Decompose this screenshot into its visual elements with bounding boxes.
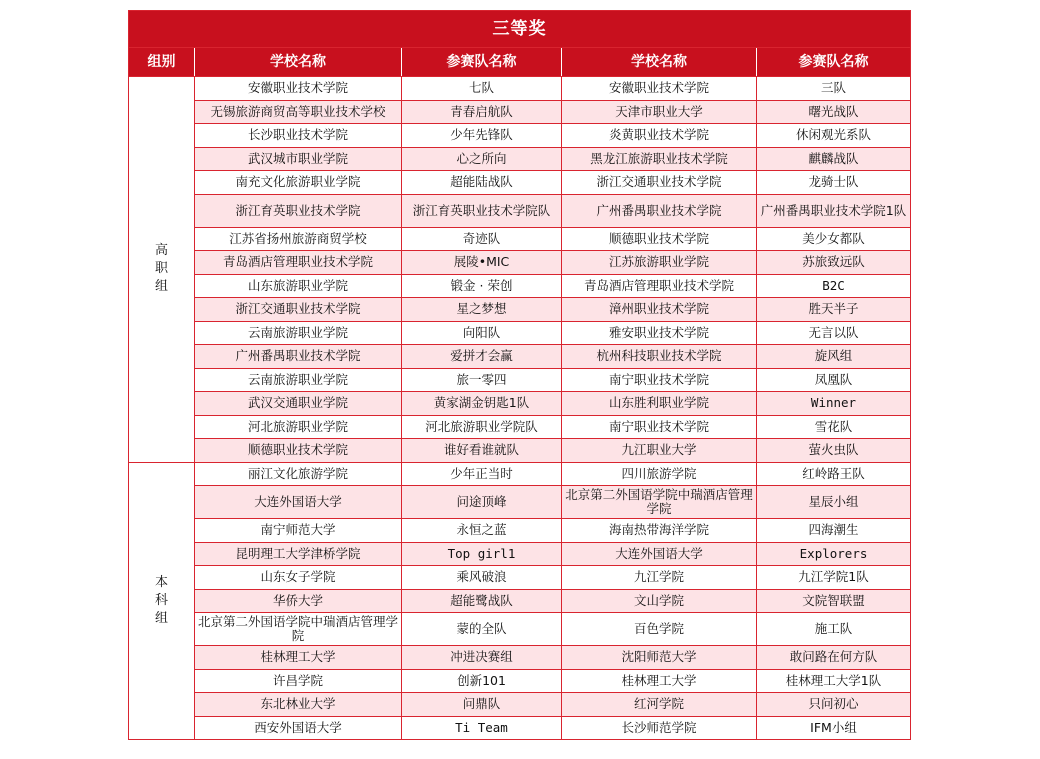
table-row	[129, 669, 911, 693]
school-left-cell: 东北林业大学	[195, 693, 402, 717]
table-row	[129, 251, 911, 275]
team-right-cell: Explorers	[757, 542, 911, 566]
school-left-cell: 山东旅游职业学院	[195, 274, 402, 298]
school-right-cell: 杭州科技职业技术学院	[562, 345, 757, 369]
school-left-cell: 顺德职业技术学院	[195, 439, 402, 463]
table-row	[129, 321, 911, 345]
team-left-cell: 超能陆战队	[402, 171, 562, 195]
school-right-cell: 百色学院	[562, 613, 757, 646]
team-left-cell: 浙江育英职业技术学院队	[402, 194, 562, 227]
team-left-cell: 问鼎队	[402, 693, 562, 717]
school-left-cell: 南宁师范大学	[195, 519, 402, 543]
team-right-cell: 只问初心	[757, 693, 911, 717]
team-left-cell: 永恒之蓝	[402, 519, 562, 543]
team-left-cell: 黄家湖金钥匙1队	[402, 392, 562, 416]
table-row	[129, 415, 911, 439]
team-right-cell: 麒麟战队	[757, 147, 911, 171]
school-left-cell: 河北旅游职业学院	[195, 415, 402, 439]
header-group: 组别	[129, 48, 195, 77]
team-left-cell: 青春启航队	[402, 100, 562, 124]
school-right-cell: 黑龙江旅游职业技术学院	[562, 147, 757, 171]
school-right-cell: 文山学院	[562, 589, 757, 613]
school-left-cell: 许昌学院	[195, 669, 402, 693]
school-left-cell: 广州番禺职业技术学院	[195, 345, 402, 369]
third-prize-table	[128, 10, 911, 740]
team-right-cell: 施工队	[757, 613, 911, 646]
team-right-cell: 凤凰队	[757, 368, 911, 392]
team-left-cell: 少年先锋队	[402, 124, 562, 148]
table-row	[129, 486, 911, 519]
school-left-cell: 浙江育英职业技术学院	[195, 194, 402, 227]
school-right-cell: 浙江交通职业技术学院	[562, 171, 757, 195]
team-right-cell: 星辰小组	[757, 486, 911, 519]
team-right-cell: 三队	[757, 77, 911, 101]
school-right-cell: 红河学院	[562, 693, 757, 717]
table-row	[129, 566, 911, 590]
table-row	[129, 171, 911, 195]
school-right-cell: 大连外国语大学	[562, 542, 757, 566]
group-label	[129, 462, 195, 740]
team-right-cell: 无言以队	[757, 321, 911, 345]
table-row	[129, 100, 911, 124]
school-left-cell: 云南旅游职业学院	[195, 321, 402, 345]
school-right-cell: 九江学院	[562, 566, 757, 590]
table-row	[129, 194, 911, 227]
school-left-cell: 无锡旅游商贸高等职业技术学校	[195, 100, 402, 124]
team-left-cell: 创新101	[402, 669, 562, 693]
team-right-cell: 休闲观光系队	[757, 124, 911, 148]
team-left-cell: 奇迹队	[402, 227, 562, 251]
school-left-cell: 南充文化旅游职业学院	[195, 171, 402, 195]
team-right-cell: 曙光战队	[757, 100, 911, 124]
table-row	[129, 439, 911, 463]
school-left-cell: 山东女子学院	[195, 566, 402, 590]
team-left-cell: Top girl1	[402, 542, 562, 566]
school-right-cell: 南宁职业技术学院	[562, 415, 757, 439]
table-row	[129, 542, 911, 566]
table-row	[129, 77, 911, 101]
group-label	[129, 77, 195, 463]
school-right-cell: 四川旅游学院	[562, 462, 757, 486]
school-left-cell: 云南旅游职业学院	[195, 368, 402, 392]
table-body	[129, 77, 911, 740]
table-row	[129, 124, 911, 148]
school-left-cell: 武汉城市职业学院	[195, 147, 402, 171]
team-left-cell: Ti Team	[402, 716, 562, 740]
team-right-cell: Winner	[757, 392, 911, 416]
school-left-cell: 江苏省扬州旅游商贸学校	[195, 227, 402, 251]
school-right-cell: 雅安职业技术学院	[562, 321, 757, 345]
school-right-cell: 南宁职业技术学院	[562, 368, 757, 392]
school-right-cell: 天津市职业大学	[562, 100, 757, 124]
school-left-cell: 丽江文化旅游学院	[195, 462, 402, 486]
school-right-cell: 沈阳师范大学	[562, 646, 757, 670]
school-right-cell: 江苏旅游职业学院	[562, 251, 757, 275]
school-right-cell: 顺德职业技术学院	[562, 227, 757, 251]
school-right-cell: 炎黄职业技术学院	[562, 124, 757, 148]
team-right-cell: B2C	[757, 274, 911, 298]
school-left-cell: 浙江交通职业技术学院	[195, 298, 402, 322]
team-right-cell: 桂林理工大学1队	[757, 669, 911, 693]
header-team-left: 参赛队名称	[402, 48, 562, 77]
team-left-cell: 星之梦想	[402, 298, 562, 322]
team-right-cell: 胜天半子	[757, 298, 911, 322]
team-right-cell: 美少女都队	[757, 227, 911, 251]
table-row	[129, 716, 911, 740]
team-left-cell: 爱拼才会赢	[402, 345, 562, 369]
team-left-cell: 谁好看谁就队	[402, 439, 562, 463]
team-left-cell: 向阳队	[402, 321, 562, 345]
team-left-cell: 冲进决赛组	[402, 646, 562, 670]
school-right-cell: 安徽职业技术学院	[562, 77, 757, 101]
team-right-cell: 旋风组	[757, 345, 911, 369]
school-right-cell: 长沙师范学院	[562, 716, 757, 740]
header-school-right: 学校名称	[562, 48, 757, 77]
team-left-cell: 旅一零四	[402, 368, 562, 392]
table-row	[129, 693, 911, 717]
header-row	[129, 48, 911, 77]
team-left-cell: 锻金 · 荣创	[402, 274, 562, 298]
team-left-cell: 蒙的全队	[402, 613, 562, 646]
table-row	[129, 519, 911, 543]
table-row	[129, 589, 911, 613]
school-right-cell: 桂林理工大学	[562, 669, 757, 693]
school-right-cell: 海南热带海洋学院	[562, 519, 757, 543]
school-left-cell: 青岛酒店管理职业技术学院	[195, 251, 402, 275]
school-right-cell: 漳州职业技术学院	[562, 298, 757, 322]
team-left-cell: 七队	[402, 77, 562, 101]
group-name: 本科组	[154, 574, 168, 626]
school-right-cell: 青岛酒店管理职业技术学院	[562, 274, 757, 298]
school-right-cell: 九江职业大学	[562, 439, 757, 463]
team-right-cell: 龙骑士队	[757, 171, 911, 195]
team-right-cell: 四海潮生	[757, 519, 911, 543]
school-left-cell: 长沙职业技术学院	[195, 124, 402, 148]
team-right-cell: IFM小组	[757, 716, 911, 740]
team-right-cell: 九江学院1队	[757, 566, 911, 590]
team-left-cell: 心之所向	[402, 147, 562, 171]
team-right-cell: 红岭路王队	[757, 462, 911, 486]
team-left-cell: 乘风破浪	[402, 566, 562, 590]
table-row	[129, 392, 911, 416]
header-school-left: 学校名称	[195, 48, 402, 77]
team-left-cell: 展陵•MIC	[402, 251, 562, 275]
table-title: 三等奖	[129, 11, 911, 48]
team-right-cell: 萤火虫队	[757, 439, 911, 463]
team-right-cell: 雪花队	[757, 415, 911, 439]
team-left-cell: 超能鹭战队	[402, 589, 562, 613]
table-row	[129, 646, 911, 670]
table-row	[129, 298, 911, 322]
header-team-right: 参赛队名称	[757, 48, 911, 77]
title-row	[129, 11, 911, 48]
table-row	[129, 613, 911, 646]
school-left-cell: 华侨大学	[195, 589, 402, 613]
school-left-cell: 西安外国语大学	[195, 716, 402, 740]
table-row	[129, 345, 911, 369]
school-left-cell: 昆明理工大学津桥学院	[195, 542, 402, 566]
team-right-cell: 文院智联盟	[757, 589, 911, 613]
group-name: 高职组	[154, 243, 168, 295]
school-left-cell: 北京第二外国语学院中瑞酒店管理学院	[195, 613, 402, 646]
table-row	[129, 147, 911, 171]
team-left-cell: 少年正当时	[402, 462, 562, 486]
team-right-cell: 苏旅致远队	[757, 251, 911, 275]
school-left-cell: 安徽职业技术学院	[195, 77, 402, 101]
school-right-cell: 山东胜利职业学院	[562, 392, 757, 416]
team-right-cell: 敢问路在何方队	[757, 646, 911, 670]
school-left-cell: 武汉交通职业学院	[195, 392, 402, 416]
school-left-cell: 大连外国语大学	[195, 486, 402, 519]
table-row	[129, 368, 911, 392]
table-row	[129, 274, 911, 298]
team-right-cell: 广州番禺职业技术学院1队	[757, 194, 911, 227]
school-left-cell: 桂林理工大学	[195, 646, 402, 670]
school-right-cell: 广州番禺职业技术学院	[562, 194, 757, 227]
table-row	[129, 462, 911, 486]
team-left-cell: 问途顶峰	[402, 486, 562, 519]
table-row	[129, 227, 911, 251]
team-left-cell: 河北旅游职业学院队	[402, 415, 562, 439]
school-right-cell: 北京第二外国语学院中瑞酒店管理学院	[562, 486, 757, 519]
